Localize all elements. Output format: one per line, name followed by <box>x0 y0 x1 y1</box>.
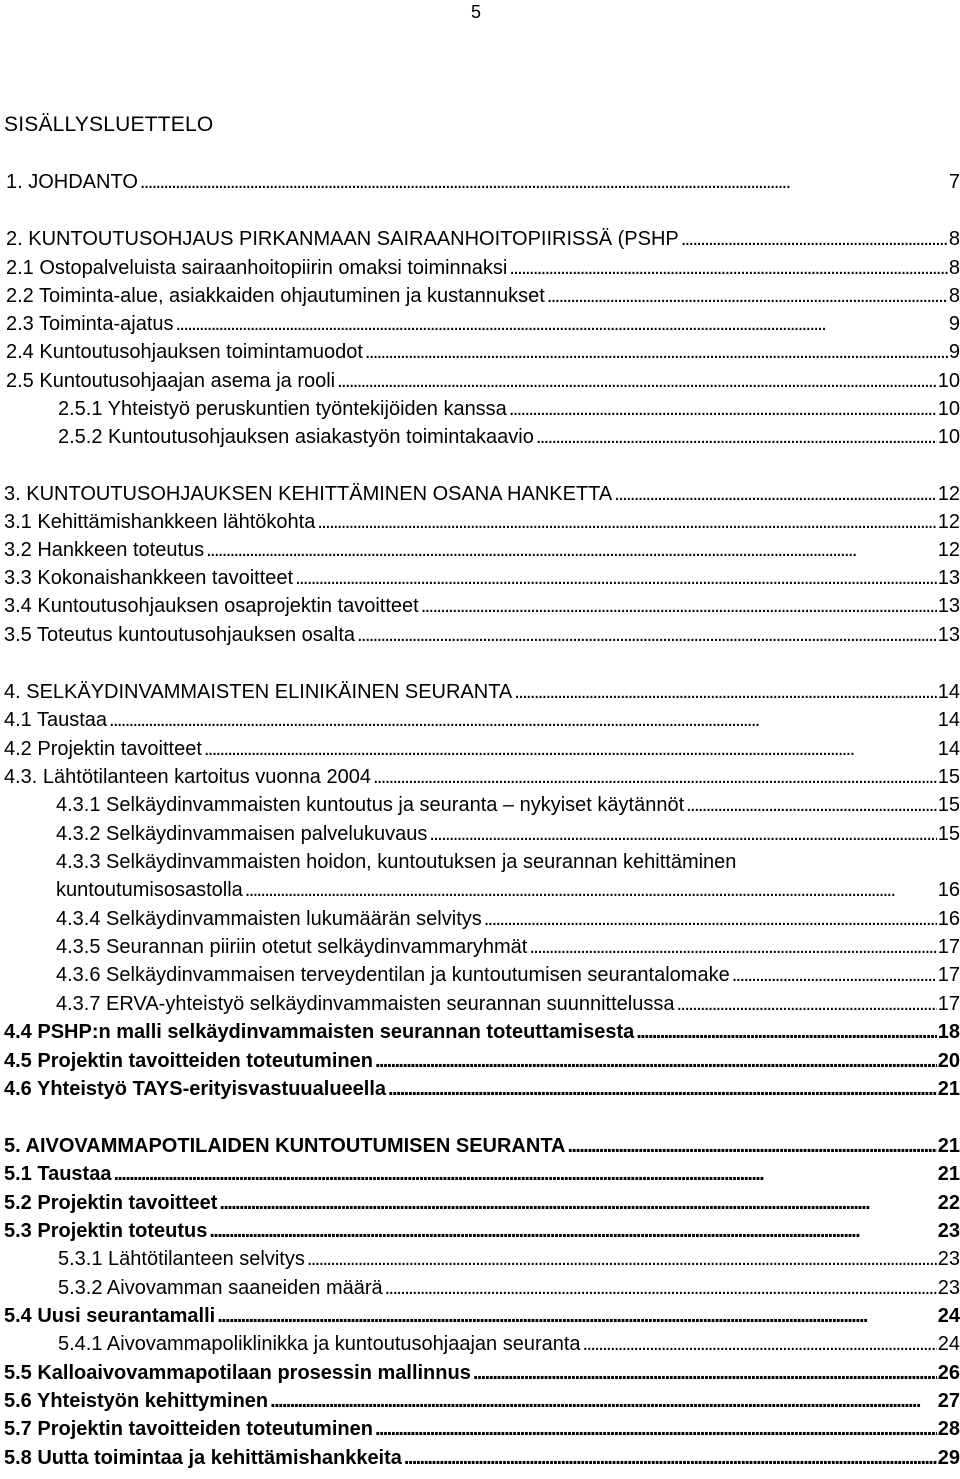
toc-entry-label: 5.4.1 Aivovammapoliklinikka ja kuntoutusohjaajan seuranta <box>58 1333 581 1355</box>
toc-leader <box>217 1302 937 1330</box>
toc-leader <box>636 1018 937 1046</box>
toc-entry-label: 3.1 Kehittämishankkeen lähtökohta <box>4 511 316 533</box>
toc-entry[interactable] <box>4 735 960 763</box>
toc-entry-label: 4.3.6 Selkäydinvammaisen terveydentilan ja kuntoutumisen seurantalomake <box>56 964 730 986</box>
toc-entry-page: 24 <box>937 1333 960 1355</box>
toc-leader <box>429 820 936 848</box>
toc-entry[interactable] <box>58 1330 960 1358</box>
toc-leader <box>375 1415 937 1443</box>
toc-entry-label[interactable]: 4.3.3 Selkäydinvammaisten hoidon, kuntoutuksen ja seurannan kehittäminen <box>56 851 737 873</box>
toc-entry[interactable] <box>4 508 960 536</box>
toc-entry-label: 4.4 PSHP:n malli selkäydinvammaisten seurannan toteuttamisesta <box>4 1021 635 1043</box>
toc-entry-page: 14 <box>937 709 960 731</box>
toc-leader <box>547 282 948 310</box>
toc-entry-label: 5.5 Kalloaivovammapotilaan prosessin mallinnus <box>4 1362 471 1384</box>
toc-leader <box>373 763 937 791</box>
toc-leader <box>365 338 948 366</box>
toc-leader <box>681 225 948 253</box>
toc-entry[interactable] <box>4 621 960 649</box>
toc-entry-label: 2.5.1 Yhteistyö peruskuntien työntekijöiden kanssa <box>58 398 507 420</box>
toc-entry[interactable] <box>4 592 960 620</box>
toc-entry-label: 4.6 Yhteistyö TAYS-erityisvastuualueella <box>4 1078 387 1100</box>
toc-entry-label: 4.3.5 Seurannan piiriin otetut selkäydinvammaryhmät <box>56 936 528 958</box>
toc-entry-page: 18 <box>937 1021 960 1043</box>
toc-entry[interactable] <box>6 225 960 253</box>
toc-entry[interactable] <box>4 564 960 592</box>
toc-entry-page: 8 <box>948 228 960 250</box>
toc-entry-label: 1. JOHDANTO <box>6 171 138 193</box>
toc-entry[interactable] <box>4 763 960 791</box>
toc-entry-page: 21 <box>937 1078 960 1100</box>
toc-leader <box>732 961 937 989</box>
toc-entry[interactable] <box>4 1018 960 1046</box>
toc-entry-page: 10 <box>937 398 960 420</box>
toc-leader <box>484 905 937 933</box>
toc-entry-page: 9 <box>948 341 960 363</box>
toc-entry[interactable] <box>4 1189 960 1217</box>
toc-entry[interactable] <box>4 536 960 564</box>
toc-entry-page: 12 <box>937 483 960 505</box>
toc-leader <box>295 564 937 592</box>
toc-entry[interactable] <box>58 423 960 451</box>
toc-leader <box>270 1387 937 1415</box>
toc-leader <box>677 990 937 1018</box>
toc-leader <box>109 706 937 734</box>
toc-leader <box>206 536 937 564</box>
toc-entry-page: 8 <box>948 257 960 279</box>
toc-entry-label: 5.3.2 Aivovamman saaneiden määrä <box>58 1277 383 1299</box>
toc-entry-label: kuntoutumisosastolla <box>56 879 243 901</box>
toc-entry-label: 3.2 Hankkeen toteutus <box>4 539 205 561</box>
toc-entry-label: 4.5 Projektin tavoitteiden toteutuminen <box>4 1050 373 1072</box>
toc-entry[interactable] <box>58 1245 960 1273</box>
toc-leader <box>473 1359 937 1387</box>
toc-entry-page: 17 <box>937 993 960 1015</box>
toc-entry-label: 2.4 Kuntoutusohjauksen toimintamuodot <box>6 341 363 363</box>
toc-entry-page: 26 <box>937 1362 960 1384</box>
toc-entry-page: 12 <box>937 511 960 533</box>
toc-entry-page: 23 <box>937 1277 960 1299</box>
toc-leader <box>614 480 937 508</box>
toc-entry[interactable] <box>4 1302 960 1330</box>
toc-entry[interactable] <box>6 168 960 196</box>
toc-leader <box>204 735 937 763</box>
toc-entry[interactable] <box>6 282 960 310</box>
toc-entry-page: 8 <box>948 285 960 307</box>
toc-entry[interactable] <box>58 1274 960 1302</box>
toc-entry-page: 14 <box>937 738 960 760</box>
toc-entry-page: 16 <box>937 879 960 901</box>
toc-entry-page: 20 <box>937 1050 960 1072</box>
toc-entry-label: 4.1 Taustaa <box>4 709 108 731</box>
toc-entry-label: 5.1 Taustaa <box>4 1163 112 1185</box>
toc-entry-label: 4.3. Lähtötilanteen kartoitus vuonna 2004 <box>4 766 371 788</box>
toc-entry[interactable] <box>56 791 960 819</box>
toc-entry-label: 5.6 Yhteistyön kehittyminen <box>4 1390 269 1412</box>
toc-leader <box>307 1245 937 1273</box>
toc-leader <box>404 1444 937 1472</box>
toc-leader <box>385 1274 937 1302</box>
toc-entry-page: 29 <box>937 1447 960 1469</box>
toc-entry-page: 28 <box>937 1418 960 1440</box>
toc-leader <box>337 367 937 395</box>
toc-leader <box>536 423 937 451</box>
toc-entry-label: 3.4 Kuntoutusohjauksen osaprojektin tavoitteet <box>4 595 419 617</box>
toc-entry[interactable] <box>6 338 960 366</box>
toc-title: SISÄLLYSLUETTELO <box>4 113 214 136</box>
toc-leader <box>686 791 937 819</box>
toc-entry-label: 2.5 Kuntoutusohjaajan asema ja rooli <box>6 370 336 392</box>
toc-leader <box>583 1330 937 1358</box>
toc-leader <box>388 1075 937 1103</box>
toc-entry-page: 24 <box>937 1305 960 1327</box>
toc-leader <box>140 168 948 196</box>
toc-entry-label: 3.5 Toteutus kuntoutusohjauksen osalta <box>4 624 355 646</box>
toc-entry-label: 3.3 Kokonaishankkeen tavoitteet <box>4 567 294 589</box>
toc-entry-page: 14 <box>937 681 960 703</box>
toc-entry-page: 21 <box>937 1135 960 1157</box>
toc-entry-label: 4.2 Projektin tavoitteet <box>4 738 202 760</box>
toc-entry[interactable] <box>56 990 960 1018</box>
toc-entry-label: 5.2 Projektin tavoitteet <box>4 1192 218 1214</box>
toc-entry[interactable] <box>6 367 960 395</box>
toc-entry-label: 5.3.1 Lähtötilanteen selvitys <box>58 1248 305 1270</box>
toc-entry-label: 4.3.7 ERVA-yhteistyö selkäydinvammaisten seurannan suunnittelussa <box>56 993 675 1015</box>
toc-entry-label: 5. AIVOVAMMAPOTILAIDEN KUNTOUTUMISEN SEURANTA <box>4 1135 566 1157</box>
toc-entry-label: 4.3.1 Selkäydinvammaisten kuntoutus ja seuranta – nykyiset käytännöt <box>56 794 685 816</box>
toc-entry-page: 15 <box>937 766 960 788</box>
toc-entry-label: 4.3.2 Selkäydinvammaisen palvelukuvaus <box>56 823 428 845</box>
toc-leader <box>421 592 937 620</box>
toc-entry-label: 3. KUNTOUTUSOHJAUKSEN KEHITTÄMINEN OSANA HANKETTA <box>4 483 613 505</box>
toc-entry[interactable] <box>4 678 960 706</box>
toc-entry[interactable] <box>4 1387 960 1415</box>
toc-entry[interactable] <box>4 480 960 508</box>
toc-entry-page: 17 <box>937 936 960 958</box>
toc-entry-page: 22 <box>937 1192 960 1214</box>
toc-entry-page: 10 <box>937 426 960 448</box>
toc-entry-label: 2.2 Toiminta-alue, asiakkaiden ohjautuminen ja kustannukset <box>6 285 545 307</box>
toc-entry-page: 21 <box>937 1163 960 1185</box>
toc-entry-page: 10 <box>937 370 960 392</box>
toc-entry-page: 7 <box>948 171 960 193</box>
toc-entry[interactable] <box>56 933 960 961</box>
toc-entry[interactable] <box>4 1132 960 1160</box>
toc-leader <box>375 1047 937 1075</box>
toc-entry-label: 5.8 Uutta toimintaa ja kehittämishankkeita <box>4 1447 402 1469</box>
toc-leader <box>176 310 948 338</box>
toc-leader <box>529 933 936 961</box>
toc-entry-page: 15 <box>937 823 960 845</box>
toc-leader <box>514 678 936 706</box>
toc-leader <box>209 1217 936 1245</box>
toc-entry[interactable] <box>56 961 960 989</box>
toc-leader <box>357 621 937 649</box>
toc-entry[interactable] <box>56 905 960 933</box>
toc-entry[interactable] <box>4 1047 960 1075</box>
toc-entry[interactable] <box>56 876 960 904</box>
page-number: 5 <box>471 2 482 22</box>
toc-entry-page: 17 <box>937 964 960 986</box>
toc-entry-label: 5.4 Uusi seurantamalli <box>4 1305 216 1327</box>
toc-entry[interactable] <box>4 706 960 734</box>
toc-entry-label: 2.1 Ostopalveluista sairaanhoitopiirin omaksi toiminnaksi <box>6 257 508 279</box>
toc-entry-label: 2.5.2 Kuntoutusohjauksen asiakastyön toimintakaavio <box>58 426 534 448</box>
toc-entry-page: 23 <box>937 1220 960 1242</box>
toc-leader <box>245 876 937 904</box>
toc-entry-page: 13 <box>937 595 960 617</box>
toc-entry-page: 13 <box>937 567 960 589</box>
toc-entry[interactable] <box>6 254 960 282</box>
toc-entry-page: 13 <box>937 624 960 646</box>
toc-entry-page: 16 <box>937 908 960 930</box>
toc-leader <box>509 254 948 282</box>
toc-entry-label: 5.7 Projektin tavoitteiden toteutuminen <box>4 1418 373 1440</box>
toc-entry-label: 2. KUNTOUTUSOHJAUS PIRKANMAAN SAIRAANHOITOPIIRISSÄ (PSHP <box>6 228 679 250</box>
toc-entry[interactable] <box>4 1444 960 1472</box>
toc-entry-label: 5.3 Projektin toteutus <box>4 1220 208 1242</box>
toc-entry[interactable] <box>56 820 960 848</box>
toc-leader <box>219 1189 936 1217</box>
toc-leader <box>509 395 937 423</box>
toc-entry[interactable] <box>4 1359 960 1387</box>
toc-entry[interactable] <box>58 395 960 423</box>
toc-leader <box>317 508 936 536</box>
toc-entry-label: 2.3 Toiminta-ajatus <box>6 313 174 335</box>
toc-leader <box>568 1132 937 1160</box>
toc-entry[interactable] <box>4 1217 960 1245</box>
toc-entry-label: 4.3.4 Selkäydinvammaisten lukumäärän selvitys <box>56 908 482 930</box>
toc-entry-page: 9 <box>948 313 960 335</box>
toc-entry[interactable] <box>4 1075 960 1103</box>
toc-entry-page: 15 <box>937 794 960 816</box>
toc-leader <box>113 1160 936 1188</box>
toc-entry-page: 23 <box>937 1248 960 1270</box>
toc-entry-label: 4. SELKÄYDINVAMMAISTEN ELINIKÄINEN SEURANTA <box>4 681 513 703</box>
toc-entry-page: 27 <box>937 1390 960 1412</box>
toc-entry-page: 12 <box>937 539 960 561</box>
toc-entry[interactable] <box>4 1160 960 1188</box>
toc-entry[interactable] <box>4 1415 960 1443</box>
toc-entry[interactable] <box>6 310 960 338</box>
